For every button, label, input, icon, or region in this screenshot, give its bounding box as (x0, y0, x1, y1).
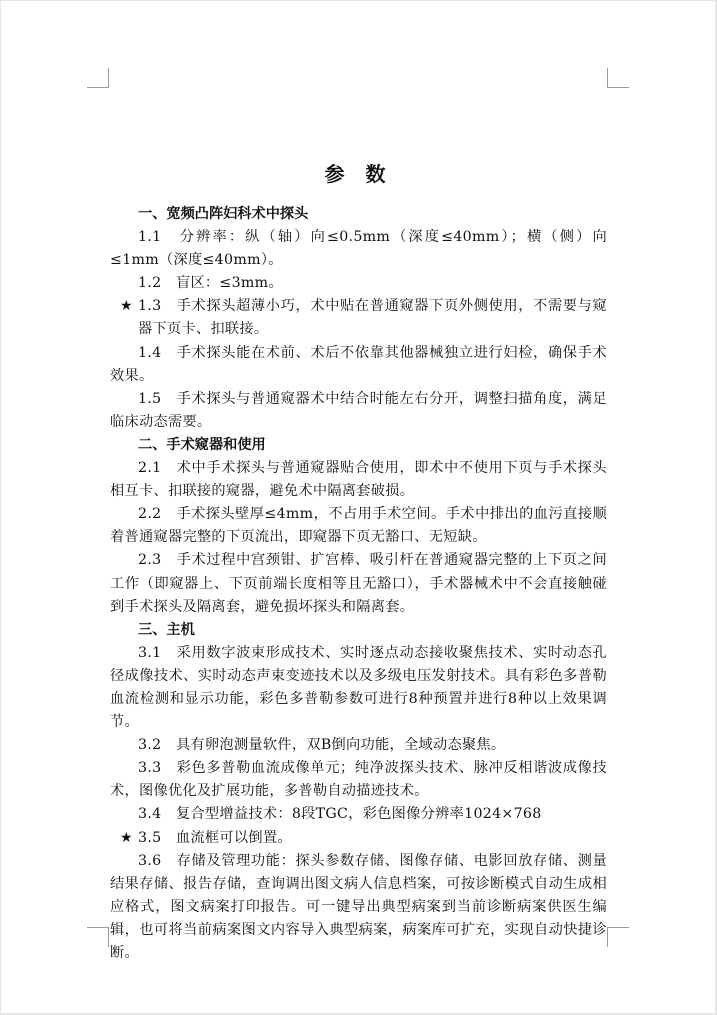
paragraph: 1.4 手术探头能在术前、术后不依靠其他器械独立进行妇检，确保手术效果。 (110, 344, 607, 384)
document-title: 参 数 (324, 162, 393, 186)
section-heading: 一、宽频凸阵妇科术中探头 (138, 206, 309, 222)
paragraph: 3.2 具有卵泡测量软件，双B倒向功能，全域动态聚焦。 (138, 737, 506, 754)
paragraph: 2.1 术中手术探头与普通窥器贴合使用，即术中不使用下页与手术探头相互卡、扣联接的窥器，避免术中隔离套破损。 (110, 460, 607, 500)
document-body (110, 203, 607, 965)
star-icon: ★ (120, 298, 134, 315)
paragraph: 3.4 复合型增益技术：8段TGC，彩色图像分辨率1024×768 (138, 806, 542, 823)
paragraph: 1.1 分辨率：纵（轴）向≤0.5mm（深度≤40mm）；横（侧）向≤1mm（深度≤40mm）。 (110, 229, 607, 269)
paragraph: 3.6 存储及管理功能：探头参数存储、图像存储、电影回放存储、测量结果存储、报告存储，查询调出图文病人信息档案，可按诊断模式自动生成相应格式，图文病案打印报告。可一键导出典型病案到当前诊断病案供医生编辑，也可将当前病案图文内容导入典型病案，病案库可扩充，实现自动快捷诊断。 (110, 852, 607, 961)
paragraph: 3.1 采用数字波束形成技术、实时逐点动态接收聚焦技术、实时动态孔径成像技术、实时动态声束变迹技术以及多级电压发射技术。具有彩色多普勒血流检测和显示功能，彩色多普勒参数可进行8种预置并进行8种以上效果调节。 (110, 644, 607, 731)
starred-paragraph (110, 295, 607, 341)
paragraph-text: 3.5 血流框可以倒置。 (138, 829, 292, 846)
crop-mark-bottom-left (87, 927, 109, 947)
starred-paragraph (110, 827, 607, 850)
paragraph: 1.2 盲区：≤3mm。 (138, 275, 283, 292)
crop-mark-top-left (87, 68, 109, 88)
paragraph-text: 1.3 手术探头超薄小巧，术中贴在普通窥器下页外侧使用，不需要与窥器下页卡、扣联接。 (138, 298, 607, 338)
crop-mark-bottom-right (607, 927, 629, 947)
star-icon: ★ (120, 829, 134, 846)
paragraph: 2.3 手术过程中宫颈钳、扩宫棒、吸引杆在普通窥器完整的上下页之间工作（即窥器上、下页前端长度相等且无豁口），手术器械术中不会直接触碰到手术探头及隔离套，避免损坏探头和隔离套。 (110, 552, 607, 615)
paragraph: 2.2 手术探头壁厚≤4mm，不占用手术空间。手术中排出的血污直接顺着普通窥器完整的下页流出，即窥器下页无豁口、无短缺。 (110, 506, 607, 546)
paragraph: 1.5 手术探头与普通窥器术中结合时能左右分开，调整扫描角度，满足临床动态需要。 (110, 390, 607, 430)
section-heading: 三、主机 (138, 621, 195, 638)
crop-mark-top-right (607, 68, 629, 88)
section-heading: 二、手术窥器和使用 (138, 436, 266, 453)
paragraph: 3.3 彩色多普勒血流成像单元；纯净波探头技术、脉冲反相谐波成像技术，图像优化及扩展功能，多普勒自动描迹技术。 (110, 760, 607, 800)
